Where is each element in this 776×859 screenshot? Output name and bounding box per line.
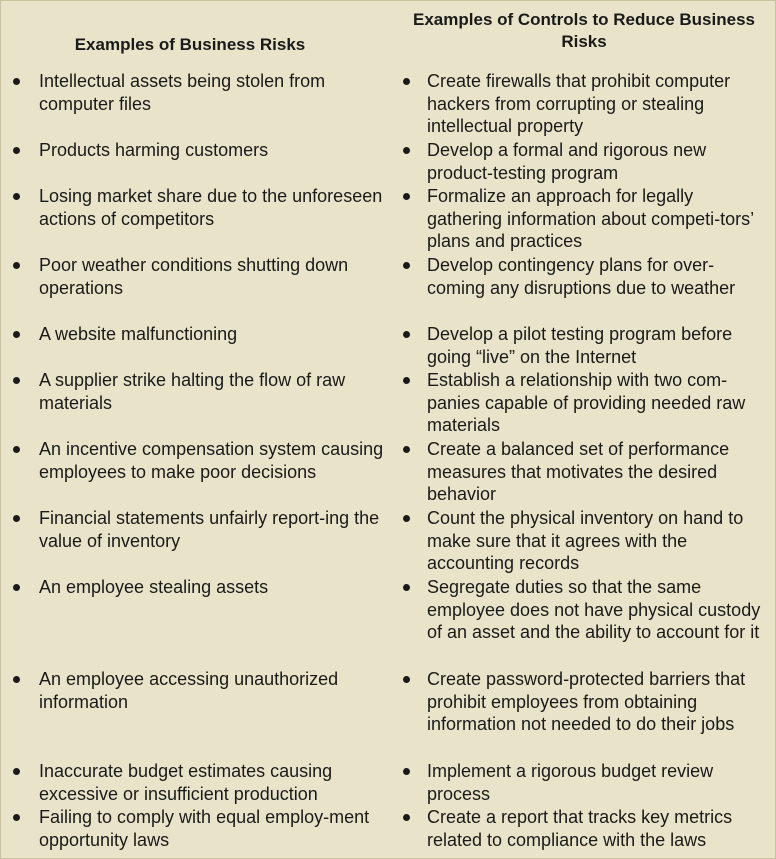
risk-text: Products harming customers [39,140,269,160]
bullet-icon [13,78,20,85]
bullet-icon [403,584,410,591]
bullet-icon [403,331,410,338]
risk-text: Intellectual assets being stolen from computer files [39,71,326,114]
control-text: Segregate duties so that the same employee does not have physical custody of an asset and the ability to account for it [427,577,761,642]
control-text: Develop a formal and rigorous new product-testing program [427,140,707,183]
bullet-icon [403,446,410,453]
bullet-icon [13,331,20,338]
bullet-icon [13,768,20,775]
risk-text: A supplier strike halting the flow of raw materials [39,370,346,413]
bullet-icon [403,262,410,269]
control-text: Create firewalls that prohibit computer hackers from corrupting or stealing intellectual property [427,71,731,136]
bullet-icon [13,262,20,269]
bullet-icon [403,814,410,821]
control-text: Create password-protected barriers that prohibit employees from obtaining information not needed to do their jobs [427,669,746,734]
bullet-icon [13,193,20,200]
risk-text: Financial statements unfairly report-ing the value of inventory [39,508,380,551]
risk-text: Losing market share due to the unforeseen actions of competitors [39,186,383,229]
bullet-icon [13,147,20,154]
bullet-icon [403,377,410,384]
risk-text: An incentive compensation system causing employees to make poor decisions [39,439,384,482]
bullet-icon [13,515,20,522]
risk-text: Poor weather conditions shutting down operations [39,255,349,298]
bullet-icon [403,515,410,522]
control-text: Create a balanced set of performance measures that motivates the desired behavior [427,439,730,504]
bullet-icon [13,377,20,384]
bullet-icon [13,814,20,821]
bullet-icon [403,193,410,200]
risk-text: A website malfunctioning [39,324,238,344]
bullet-icon [13,584,20,591]
controls-column-header: Examples of Controls to Reduce Business Risks [413,10,755,51]
risk-text: Failing to comply with equal employ-ment opportunity laws [39,807,370,850]
bullet-icon [403,768,410,775]
control-text: Create a report that tracks key metrics related to compliance with the laws [427,807,733,850]
control-text: Formalize an approach for legally gathering information about competi-tors’ plans and practices [427,186,754,251]
control-text: Establish a relationship with two com-panies capable of providing needed raw materials [427,370,746,435]
risk-text: Inaccurate budget estimates causing excessive or insufficient production [39,761,333,804]
control-text: Develop a pilot testing program before going “live” on the Internet [427,324,733,367]
bullet-icon [403,676,410,683]
bullet-icon [403,147,410,154]
risk-text: An employee stealing assets [39,577,269,597]
risk-text: An employee accessing unauthorized information [39,669,339,712]
bullet-icon [403,78,410,85]
control-text: Count the physical inventory on hand to make sure that it agrees with the accounting records [427,508,744,573]
control-text: Implement a rigorous budget review process [427,761,714,804]
risks-column-header: Examples of Business Risks [74,35,306,54]
bullet-icon [13,676,20,683]
control-text: Develop contingency plans for over-coming any disruptions due to weather [427,255,736,298]
bullet-icon [13,446,20,453]
